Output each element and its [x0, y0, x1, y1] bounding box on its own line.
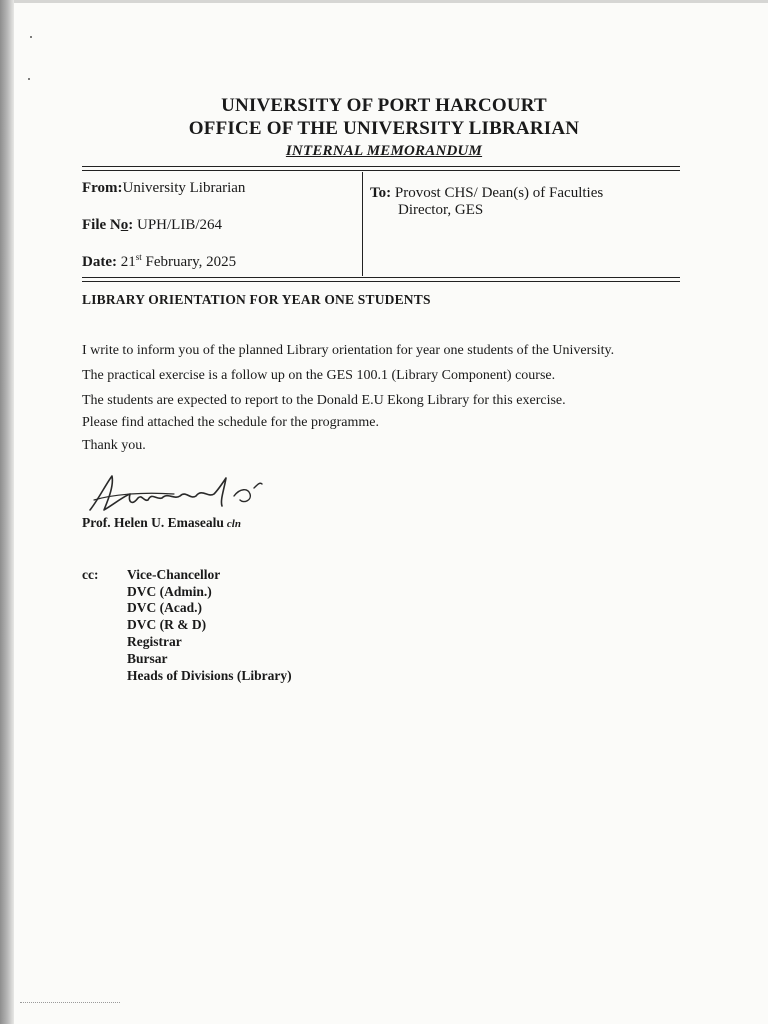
scan-speck	[30, 36, 32, 38]
scan-dotted-mark	[20, 1002, 120, 1003]
cc-label: cc:	[82, 567, 99, 582]
to-label: To:	[370, 185, 392, 201]
signatory-suffix: cln	[226, 518, 241, 530]
office-name: OFFICE OF THE UNIVERSITY LIBRARIAN	[188, 118, 580, 139]
fields-rule-top	[82, 277, 680, 278]
body-paragraph-line: The practical exercise is a follow up on the GES 100.1 (Library Component) course.	[82, 368, 556, 383]
header-rule-top	[82, 166, 680, 167]
memo-subject: LIBRARY ORIENTATION FOR YEAR ONE STUDENTS	[82, 292, 431, 307]
cc-recipient: Heads of Divisions (Library)	[127, 668, 292, 683]
cc-recipient: DVC (Acad.)	[127, 600, 202, 615]
from-field	[82, 180, 245, 197]
body-paragraph-line: I write to inform you of the planned Library orientation for year one students of the University.	[82, 343, 615, 358]
file-number-value: UPH/LIB/264	[137, 217, 223, 233]
file-number-label: File No:	[82, 217, 134, 233]
cc-recipient: DVC (R & D)	[127, 617, 207, 632]
handwritten-signature	[84, 470, 274, 520]
closing-thanks: Thank you.	[82, 438, 146, 453]
cc-recipient: DVC (Admin.)	[127, 584, 212, 599]
to-line-1: Provost CHS/ Dean(s) of Faculties	[394, 185, 604, 201]
cc-recipient: Vice-Chancellor	[127, 567, 221, 582]
date-value: 21st February, 2025	[120, 252, 237, 270]
to-field	[370, 185, 603, 202]
university-name: UNIVERSITY OF PORT HARCOURT	[221, 95, 547, 116]
header-rule-bottom	[82, 170, 680, 171]
cc-recipient: Bursar	[127, 651, 168, 666]
fields-rule-bottom	[82, 281, 680, 282]
body-paragraph-line: The students are expected to report to the Donald E.U Ekong Library for this exercise.	[82, 393, 566, 408]
scan-speck	[28, 78, 30, 80]
date-field	[82, 254, 236, 271]
document-type: INTERNAL MEMORANDUM	[285, 143, 483, 159]
cc-recipient: Registrar	[127, 634, 182, 649]
from-value: University Librarian	[122, 180, 246, 196]
scan-top-edge	[14, 0, 768, 3]
file-number-field	[82, 217, 222, 234]
memo-divider	[362, 172, 363, 276]
date-label: Date:	[82, 254, 117, 270]
body-paragraph-line: Please find attached the schedule for the programme.	[82, 415, 379, 430]
to-line-2: Director, GES	[398, 202, 484, 218]
signatory-name: Prof. Helen U. Emasealu cln	[82, 515, 241, 530]
from-label: From:	[82, 180, 123, 196]
